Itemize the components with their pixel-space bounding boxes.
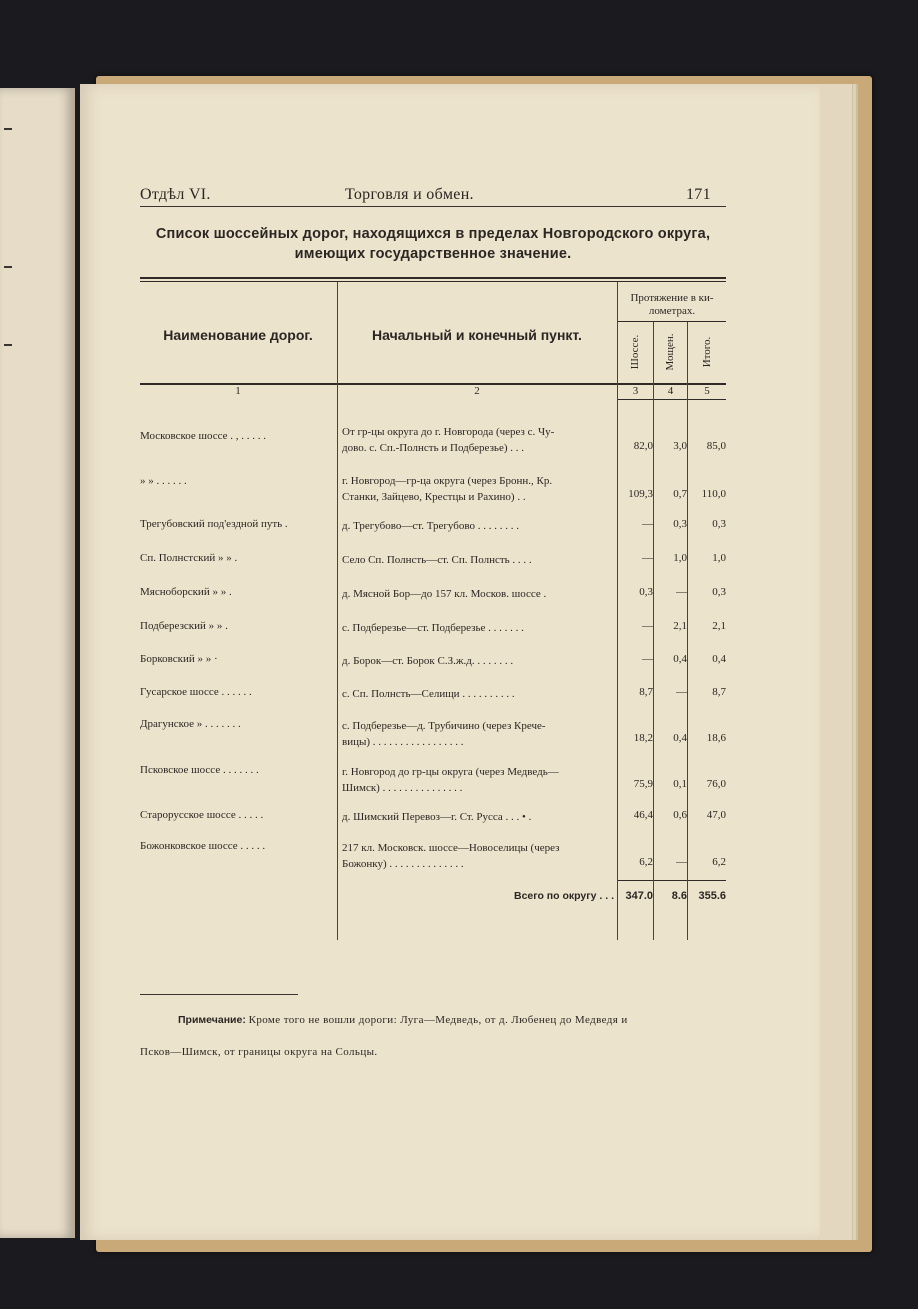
table-top-rule [140,277,726,279]
footnote-line2: Псков—Шимск, от границы округа на Сольцы. [140,1046,378,1058]
road-name: Московское шоссе . , . . . . . [140,430,267,442]
value-moshch: — [676,686,687,698]
table-title-line1: Список шоссейных дорог, находящихся в пределах Новгородского округа, [155,226,711,242]
route-text [342,653,618,669]
footnote-label: Примечание: [178,1014,246,1026]
road-name: Старорусское шоссе . . . . . [140,809,264,821]
route-line: дово. с. Сп.-Полнсть и Подберезье) . . . [342,442,524,454]
road-name: Борковский » » · [140,653,218,665]
road-name: Гусарское шоссе . . . . . . [140,686,252,698]
route-text [342,552,618,568]
route-line: вицы) . . . . . . . . . . . . . . . . . [342,736,464,748]
value-itogo: 2,1 [712,620,726,632]
left-page-mark [4,128,12,130]
value-moshch: 1,0 [673,552,687,564]
value-itogo: 110,0 [701,488,726,500]
value-moshch: 0,6 [673,809,687,821]
value-shosse: — [642,653,653,665]
route-line: Село Сп. Полнсть—ст. Сп. Полнсть . . . . [342,554,532,566]
value-shosse: — [642,620,653,632]
value-moshch: 0,1 [673,778,687,790]
col-number: 2 [474,385,480,397]
header-length-line1: Протяжение в ки- [630,292,714,304]
road-name: » » . . . . . . [140,475,187,487]
left-page-mark [4,266,12,268]
header-length-group [618,292,726,318]
total-top-rule [618,880,726,881]
value-moshch: 0,4 [673,653,687,665]
value-itogo: 1,0 [712,552,726,564]
footnote-text: Кроме того не вошли дороги: Луга—Медведь, от д. Любенец до Медведя и [248,1014,628,1026]
value-shosse: — [642,518,653,530]
route-line: Божонку) . . . . . . . . . . . . . . [342,858,464,870]
left-page-edge [0,88,75,1238]
running-head-section: Отдѣл VI. [140,186,211,203]
road-name: Мяснoборский » » . [140,586,232,598]
value-shosse: 0,3 [639,586,653,598]
table-title-line2: имеющих государственное значение. [294,246,572,262]
value-itogo: 8,7 [712,686,726,698]
route-line: 217 кл. Московск. шоссе—Новоселицы (через [342,842,560,854]
value-shosse: — [642,552,653,564]
footnote-line1 [140,1014,740,1026]
footnote-rule [140,994,298,995]
route-text [342,620,618,636]
route-text [342,764,618,796]
column-divider [337,282,338,940]
route-line: с. Подберезье—д. Трубичино (через Крече- [342,720,546,732]
value-shosse: 18,2 [633,732,653,744]
route-line: Шимск) . . . . . . . . . . . . . . . [342,782,463,794]
value-shosse: 82,0 [633,440,653,452]
value-moshch: 3,0 [673,440,687,452]
road-name: Подберезский » » . [140,620,228,632]
route-line: г. Новгород—гр-ца округа (через Бронн., Кр. [342,475,553,487]
header-moshch: Мощен. [664,333,676,371]
route-line: д. Мясной Бор—до 157 кл. Москов. шоссе . [342,588,547,600]
running-head-topic: Торговля и обмен. [345,186,474,203]
route-text [342,686,618,702]
route-text [342,518,618,534]
value-moshch: 0,7 [673,488,687,500]
route-text [342,473,618,505]
route-line: От гр-цы округа до г. Новгорода (через с. Чу- [342,426,555,438]
page-number: 171 [686,186,711,203]
route-line: д. Трегубово—ст. Трегубово . . . . . . . . [342,520,519,532]
value-itogo: 47,0 [706,809,726,821]
route-line: д. Борок—ст. Борок С.З.ж.д. . . . . . . . [342,655,514,667]
value-moshch: — [676,586,687,598]
left-page-mark [4,344,12,346]
route-text [342,586,618,602]
value-moshch: 2,1 [673,620,687,632]
value-moshch: 0,3 [673,518,687,530]
colnum-rule [618,399,726,400]
route-line: с. Подберезье—ст. Подберезье . . . . . . . [342,622,524,634]
value-itogo: 76,0 [706,778,726,790]
road-name: Псковское шоссе . . . . . . . [140,764,259,776]
route-text [342,840,618,872]
total-itogo: 355.6 [698,890,726,902]
route-line: д. Шимский Перевоз—г. Ст. Русса . . . • . [342,811,532,823]
value-shosse: 6,2 [639,856,653,868]
road-name: Трегубовский под'ездной путь . [140,518,288,530]
road-name: Божонковское шоссе . . . . . [140,840,266,852]
header-route: Начальный и конечный пункт. [372,327,582,343]
route-line: Станки, Зайцево, Крестцы и Рахино) . . [342,491,526,503]
value-shosse: 8,7 [639,686,653,698]
header-itogo: Итого. [701,336,713,368]
route-line: с. Сп. Полнсть—Селищи . . . . . . . . . . [342,688,515,700]
total-shosse: 347.0 [625,890,653,902]
total-moshch: 8.6 [671,890,687,902]
running-head-rule [140,206,726,207]
route-text [342,424,618,456]
value-moshch: 0,4 [673,732,687,744]
road-name: Драгунское » . . . . . . . [140,718,241,730]
table-top-rule-thin [140,281,726,282]
route-text [342,809,618,825]
value-itogo: 6,2 [712,856,726,868]
col-number: 4 [667,385,674,397]
header-shosse: Шоссе. [629,334,641,370]
value-itogo: 0,3 [712,586,726,598]
route-text [342,718,618,750]
road-name: Сп. Полнстский » » . [140,552,238,564]
header-length-line2: лометрах. [648,305,696,317]
header-road-name: Наименование дорог. [163,327,313,343]
col-number: 5 [704,385,710,397]
value-moshch: — [676,856,687,868]
value-shosse: 75,9 [633,778,653,790]
col-number: 1 [235,385,241,397]
route-line: г. Новгород до гр-цы округа (через Медведь— [342,766,559,778]
value-itogo: 85,0 [706,440,726,452]
value-itogo: 0,3 [712,518,726,530]
value-shosse: 46,4 [633,809,653,821]
value-shosse: 109,3 [628,488,653,500]
value-itogo: 0,4 [712,653,726,665]
col-number: 3 [632,385,639,397]
value-itogo: 18,6 [706,732,726,744]
total-label: Всего по округу . . . [513,890,614,902]
